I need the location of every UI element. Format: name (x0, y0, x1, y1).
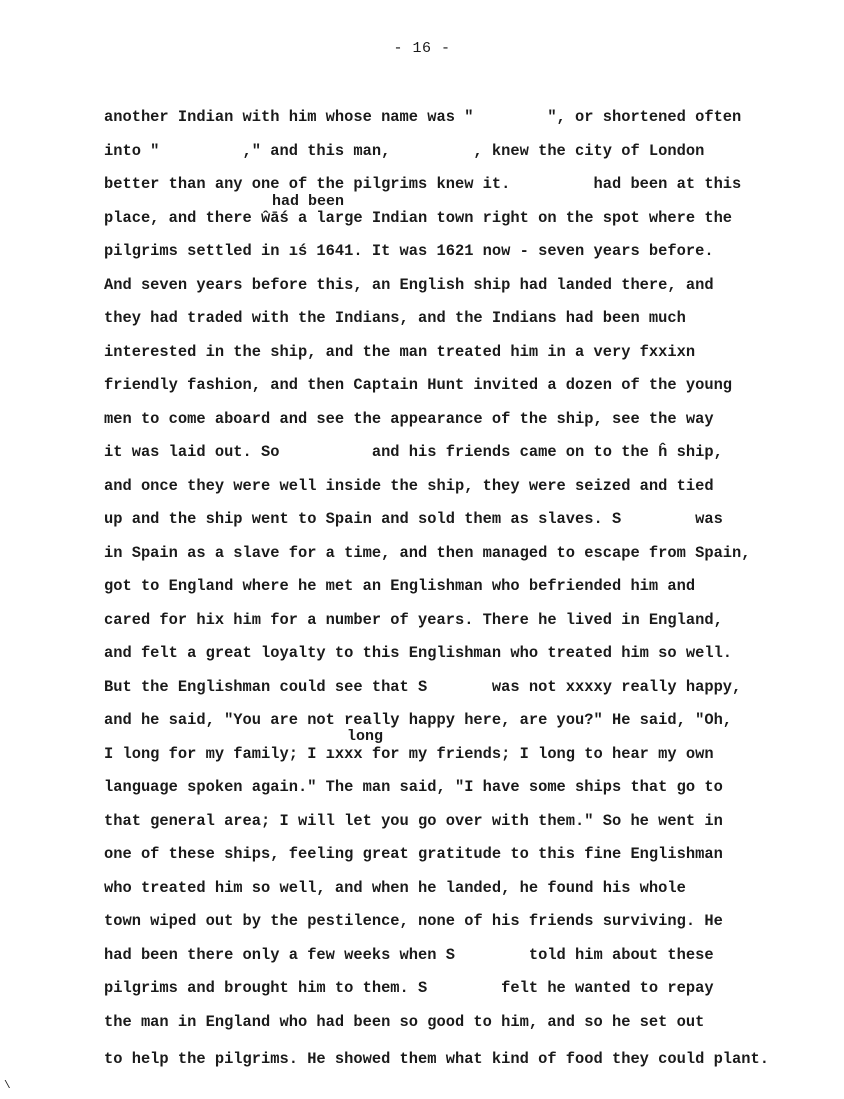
text-line: up and the ship went to Spain and sold them as slaves. S was (104, 510, 723, 528)
text-line: the man in England who had been so good to him, and so he set out (104, 1012, 705, 1031)
text-line: town wiped out by the pestilence, none of his friends surviving. He (104, 912, 723, 930)
text-line: interested in the ship, and the man treated him in a very fxxixn (104, 342, 696, 361)
text-line: pilgrims and brought him to them. S felt he wanted to repay (104, 979, 714, 997)
page-number: - 16 - (393, 40, 451, 57)
text-line: But the Englishman could see that S was not xxxxy really happy, (104, 677, 742, 696)
text-line: it was laid out. So and his friends came on to the ĥ ship, (104, 443, 723, 461)
text-line: and once they were well inside the ship, they were seized and tied (104, 476, 714, 495)
text-line: cared for hix him for a number of years. There he lived in England, (104, 610, 723, 629)
interlinear-insertion-long: long (347, 728, 384, 745)
text-line: place, and there ŵāś a large Indian town right on the spot where the (104, 208, 733, 227)
text-line: one of these ships, feeling great gratitude to this fine Englishman (104, 845, 723, 863)
text-line: that general area; I will let you go over with them." So he went in (104, 811, 723, 830)
body-text (104, 104, 824, 1080)
text-line: better than any one of the pilgrims knew it. had been at this (104, 175, 742, 193)
text-line: men to come aboard and see the appearance of the ship, see the way (104, 409, 714, 428)
text-line: And seven years before this, an English ship had landed there, and (104, 275, 714, 294)
text-line: another Indian with him whose name was " ", or shortened often (104, 108, 742, 126)
text-line: into " ," and this man, , knew the city of London (104, 141, 705, 160)
interlinear-insertion-had-been: had been (272, 193, 345, 210)
text-line: I long for my family; I ıxxx for my friends; I long to hear my own (104, 744, 714, 763)
text-line: and he said, "You are not really happy here, are you?" He said, "Oh, (104, 711, 733, 729)
text-line: friendly fashion, and then Captain Hunt invited a dozen of the young (104, 376, 733, 394)
text-line: and felt a great loyalty to this Englishman who treated him so well. (104, 644, 733, 662)
text-line: in Spain as a slave for a time, and then managed to escape from Spain, (104, 543, 751, 562)
text-line: to help the pilgrims. He showed them what kind of food they could plant. (104, 1050, 769, 1068)
margin-mark: \ (4, 1080, 11, 1092)
text-line: they had traded with the Indians, and the Indians had been much (104, 309, 686, 327)
text-line: pilgrims settled in ıś 1641. It was 1621 now - seven years before. (104, 242, 714, 260)
text-line: had been there only a few weeks when S told him about these (104, 945, 714, 964)
text-line: who treated him so well, and when he landed, he found his whole (104, 878, 686, 897)
text-line: language spoken again." The man said, "I have some ships that go to (104, 778, 723, 796)
text-line: got to England where he met an Englishman who befriended him and (104, 577, 696, 595)
